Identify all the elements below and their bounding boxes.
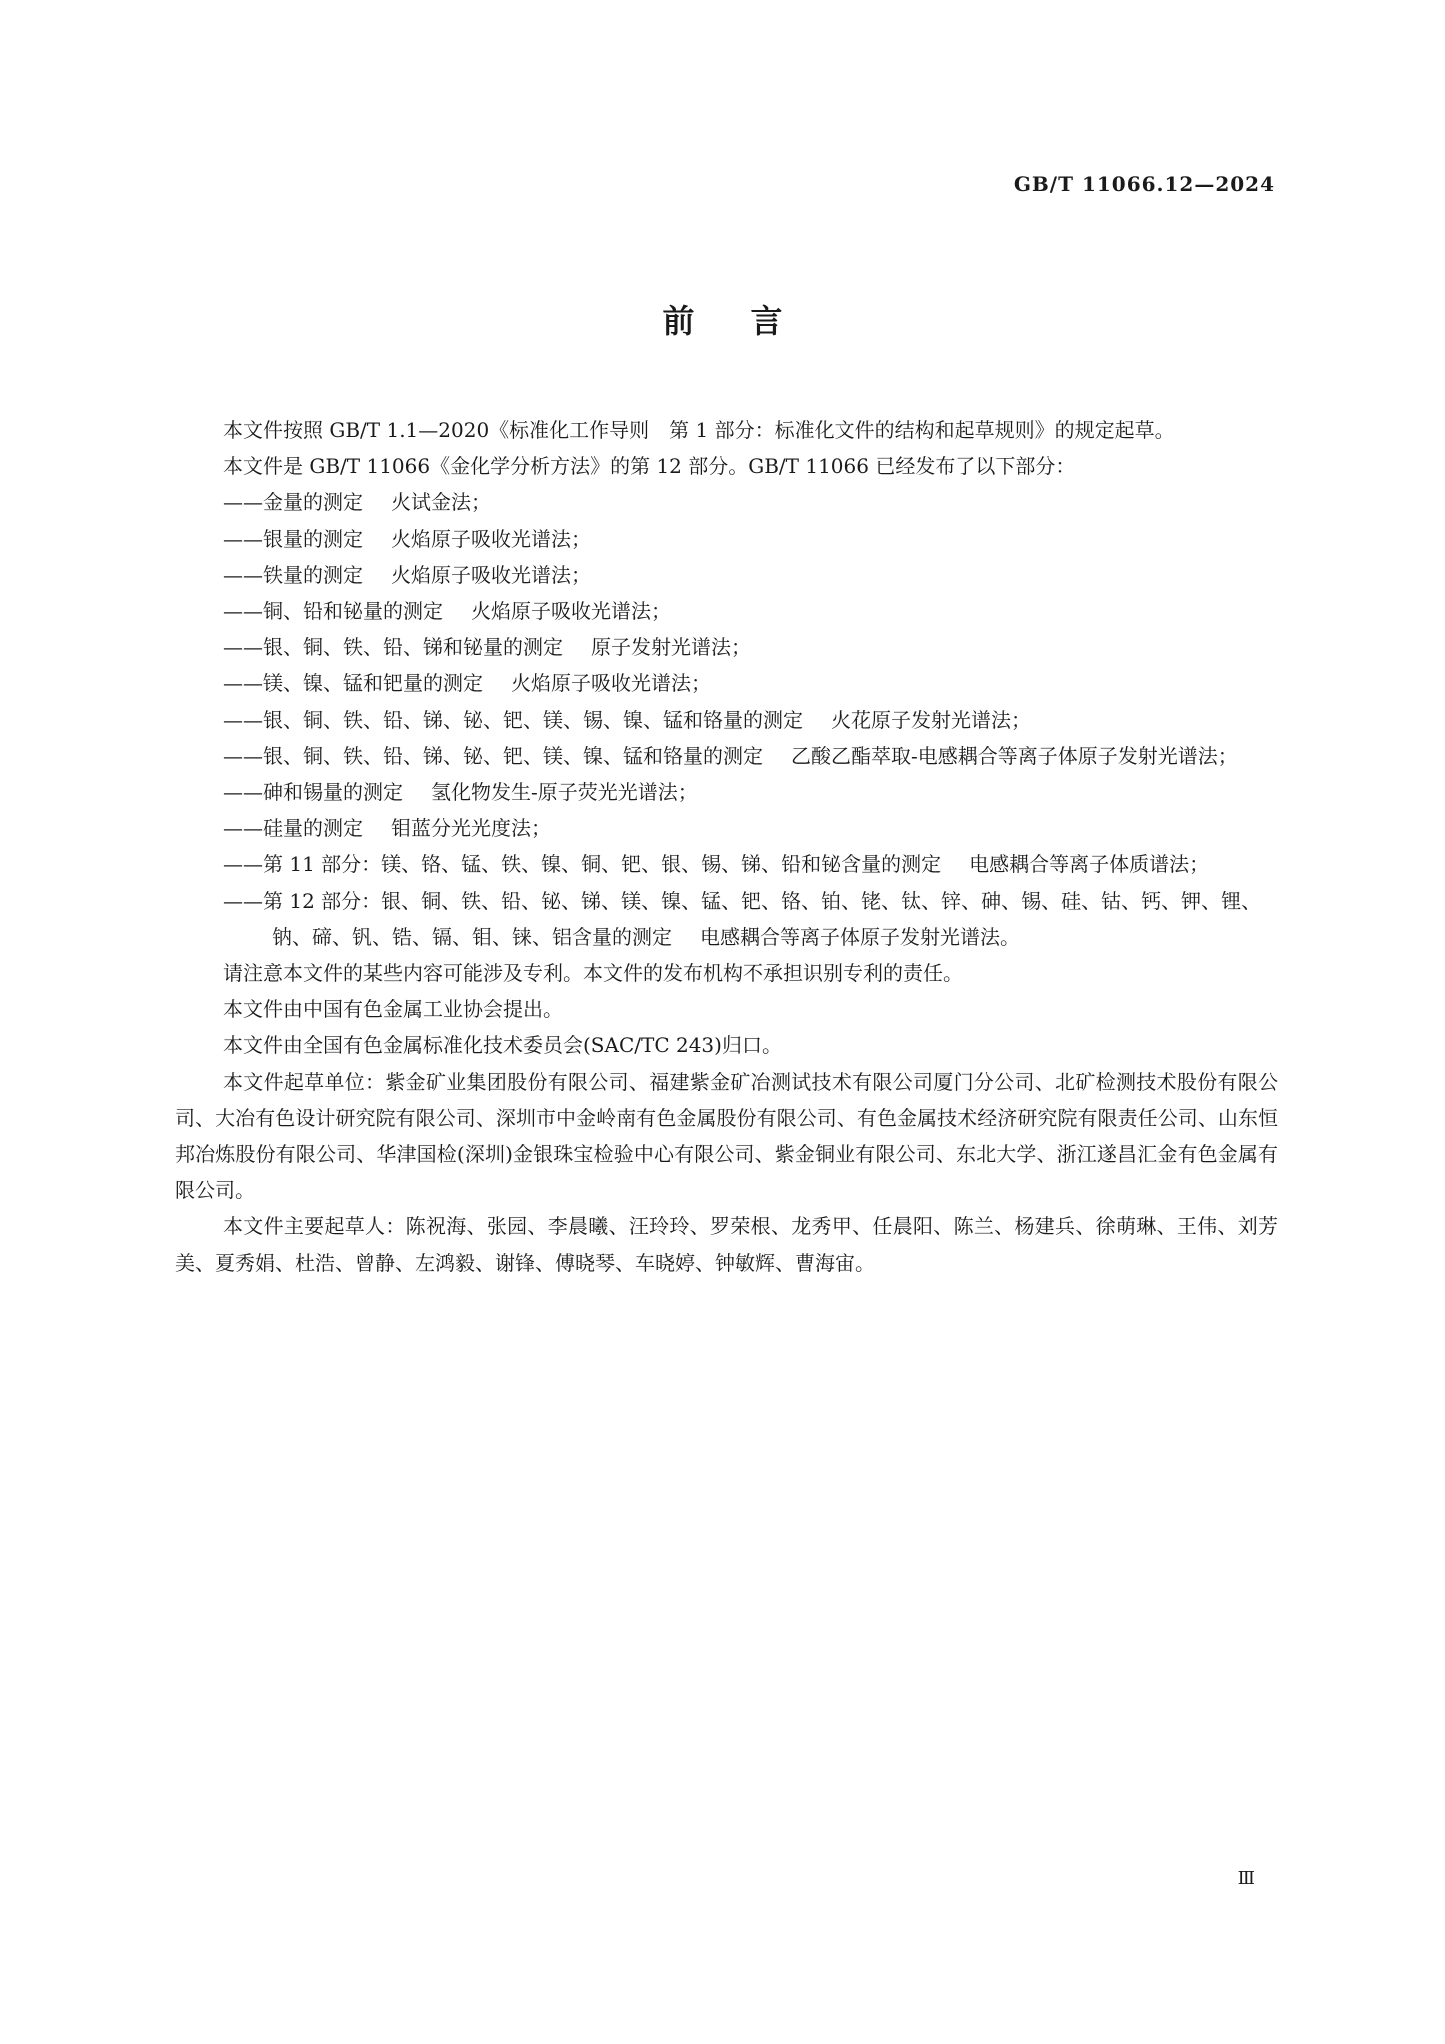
part-method: 原子发射光谱法； bbox=[591, 635, 751, 660]
list-item bbox=[175, 810, 1278, 846]
foreword-body bbox=[175, 412, 1278, 1281]
part-method: 火焰原子吸收光谱法； bbox=[511, 671, 711, 696]
list-dash: —— bbox=[223, 526, 263, 551]
part-method: 火焰原子吸收光谱法； bbox=[391, 526, 591, 551]
part-name: 硅量的测定 bbox=[263, 816, 363, 841]
list-dash: —— bbox=[223, 743, 263, 768]
paragraph-patent: 请注意本文件的某些内容可能涉及专利。本文件的发布机构不承担识别专利的责任。 bbox=[223, 961, 963, 986]
part-name: 银、铜、铁、铅、锑和铋量的测定 bbox=[263, 635, 563, 660]
part-method: 电感耦合等离子体原子发射光谱法。 bbox=[700, 924, 1020, 949]
list-item bbox=[175, 774, 1278, 810]
part-name: 银量的测定 bbox=[263, 526, 363, 551]
part-method: 钼蓝分光光度法； bbox=[391, 816, 551, 841]
list-item bbox=[175, 665, 1278, 701]
part-method: 电感耦合等离子体质谱法； bbox=[969, 852, 1210, 877]
list-dash: —— bbox=[223, 671, 263, 696]
list-dash: —— bbox=[223, 707, 263, 732]
part-name: 铁量的测定 bbox=[263, 562, 363, 587]
list-dash: —— bbox=[223, 888, 263, 913]
part-method: 乙酸乙酯萃取-电感耦合等离子体原子发射光谱法； bbox=[791, 743, 1238, 768]
list-item bbox=[175, 629, 1278, 665]
part-name: 第 12 部分：银、铜、铁、铅、铋、锑、镁、镍、锰、钯、铬、铂、铑、钛、锌、砷、锡、硅、钴、钙、钾、锂、钠、碲、钒、锆、镉、钼、铼、铝含量的测定 bbox=[263, 888, 1262, 949]
part-name: 银、铜、铁、铅、锑、铋、钯、镁、锡、镍、锰和铬量的测定 bbox=[263, 707, 803, 732]
part-name: 铜、铅和铋量的测定 bbox=[263, 599, 443, 624]
list-dash: —— bbox=[223, 599, 263, 624]
part-name: 第 11 部分：镁、铬、锰、铁、镍、铜、钯、银、锡、锑、铅和铋含量的测定 bbox=[263, 852, 942, 877]
paragraph-drafting-units: 本文件起草单位：紫金矿业集团股份有限公司、福建紫金矿冶测试技术有限公司厦门分公司、北矿检测技术股份有限公司、大冶有色设计研究院有限公司、深圳市中金岭南有色金属股份有限公司、有色金属技术经济研究院有限责任公司、山东恒邦冶炼股份有限公司、华津国检(深圳)金银珠宝检验中心有限公司、紫金铜业有限公司、东北大学、浙江遂昌汇金有色金属有限公司。 bbox=[175, 1069, 1278, 1203]
paragraph-compliance: 本文件按照 GB/T 1.1—2020《标准化工作导则 第 1 部分：标准化文件的结构和起草规则》的规定起草。 bbox=[223, 418, 1175, 442]
list-dash: —— bbox=[223, 816, 263, 841]
part-name: 砷和锡量的测定 bbox=[263, 780, 403, 805]
paragraph-series: 本文件是 GB/T 11066《金化学分析方法》的第 12 部分。GB/T 11066 已经发布了以下部分： bbox=[223, 454, 1076, 479]
list-item bbox=[175, 702, 1278, 738]
part-method: 火焰原子吸收光谱法； bbox=[391, 562, 591, 587]
list-dash: —— bbox=[223, 562, 263, 587]
part-name: 镁、镍、锰和钯量的测定 bbox=[263, 671, 483, 696]
list-dash: —— bbox=[223, 490, 263, 515]
list-dash: —— bbox=[223, 780, 263, 805]
list-item bbox=[175, 738, 1278, 774]
part-method: 火试金法； bbox=[391, 490, 491, 515]
list-item bbox=[175, 593, 1278, 629]
list-dash: —— bbox=[223, 852, 263, 877]
list-item bbox=[175, 883, 1278, 955]
page-number: Ⅲ bbox=[1237, 1868, 1255, 1889]
parts-list bbox=[175, 484, 1278, 955]
list-item bbox=[175, 557, 1278, 593]
page-title: 前言 bbox=[662, 302, 839, 340]
paragraph-centralized: 本文件由全国有色金属标准化技术委员会(SAC/TC 243)归口。 bbox=[223, 1033, 782, 1058]
part-method: 火花原子发射光谱法； bbox=[831, 707, 1031, 732]
part-method: 火焰原子吸收光谱法； bbox=[471, 599, 671, 624]
paragraph-drafters: 本文件主要起草人：陈祝海、张园、李晨曦、汪玲玲、罗荣根、龙秀甲、任晨阳、陈兰、杨建兵、徐萌琳、王伟、刘芳美、夏秀娟、杜浩、曾静、左鸿毅、谢锋、傅晓琴、车晓婷、钟敏辉、曹海宙。 bbox=[175, 1214, 1278, 1275]
list-item bbox=[175, 846, 1278, 882]
part-method: 氢化物发生-原子荧光光谱法； bbox=[431, 780, 698, 805]
list-item bbox=[175, 484, 1278, 520]
part-name: 金量的测定 bbox=[263, 490, 363, 515]
paragraph-proposer: 本文件由中国有色金属工业协会提出。 bbox=[223, 997, 563, 1022]
standard-number: GB/T 11066.12—2024 bbox=[1013, 172, 1275, 196]
list-item bbox=[175, 521, 1278, 557]
list-dash: —— bbox=[223, 635, 263, 660]
part-name: 银、铜、铁、铅、锑、铋、钯、镁、镍、锰和铬量的测定 bbox=[263, 743, 763, 768]
